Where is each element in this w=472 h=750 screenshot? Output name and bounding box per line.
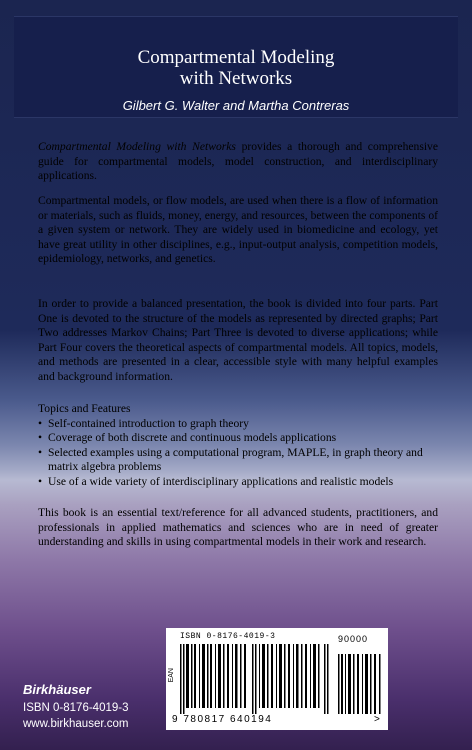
bullet: • [38, 474, 43, 488]
topics-list [38, 417, 438, 490]
topics-heading: Topics and Features [38, 402, 131, 415]
publisher-url[interactable]: www.birkhauser.com [23, 718, 129, 730]
intro-book-title: Compartmental Modeling with Networks [38, 140, 236, 153]
list-item: • Selected examples using a computational program, MAPLE, in graph theory and matrix algebra problems [38, 445, 423, 474]
list-item: • Self-contained introduction to graph theory [38, 416, 249, 430]
barcode-bars [180, 644, 330, 714]
book-title [0, 47, 472, 89]
barcode-digits: 9 780817 640194 [172, 714, 273, 725]
isbn-barcode [166, 628, 388, 730]
bullet: • [38, 431, 43, 445]
title-line-1: Compartmental Modeling [137, 47, 335, 68]
bullet: • [38, 445, 43, 459]
addon-bars [338, 644, 382, 714]
barcode-isbn-label: ISBN 0-8176-4019-3 [180, 632, 276, 641]
topics-section [38, 402, 438, 490]
bullet: • [38, 416, 43, 430]
intro-text: provides a thorough and comprehensive guide for compartmental models, model construction, and interdisciplinary applications. [38, 140, 438, 183]
flow-models-paragraph: Compartmental models, or flow models, are used when there is a flow of information or materials, such as fluids, money, energy, and resources, between the components of a given system or network. They are widely used in biomedicine and ecology, yet have great utility in other disciplines, e.g., input-output analysis, competition models, epidemiology, networks, and genetics. [38, 194, 438, 266]
ean-label: EAN [168, 668, 175, 683]
intro-paragraph [38, 140, 438, 184]
barcode-arrow: > [374, 714, 380, 725]
addon-digits: 90000 [338, 634, 369, 644]
audience-paragraph: This book is an essential text/reference for all advanced students, practitioners, and professionals in applied mathematics and sciences who are in need of greater understanding and skills in using compartmental models in their work and research. [38, 506, 438, 549]
list-item: • Use of a wide variety of interdisciplinary applications and realistic models [38, 474, 394, 488]
list-item: • Coverage of both discrete and continuous models applications [38, 431, 337, 445]
structure-paragraph: In order to provide a balanced presentation, the book is divided into four parts. Part One is devoted to the structure of the models as represented by directed graphs; Part Two addresses Markov Chains; Part Three is devoted to diverse applications; while Part Four covers the theoretical aspects of compartmental models. All topics, models, and methods are presented in a clear, accessible style with many helpful examples and background information. [38, 297, 438, 383]
authors: Gilbert G. Walter and Martha Contreras [122, 98, 350, 113]
title-line-2: with Networks [179, 68, 293, 89]
publisher-isbn: ISBN 0-8176-4019-3 [23, 702, 129, 714]
publisher-logo: Birkhäuser [23, 682, 91, 697]
